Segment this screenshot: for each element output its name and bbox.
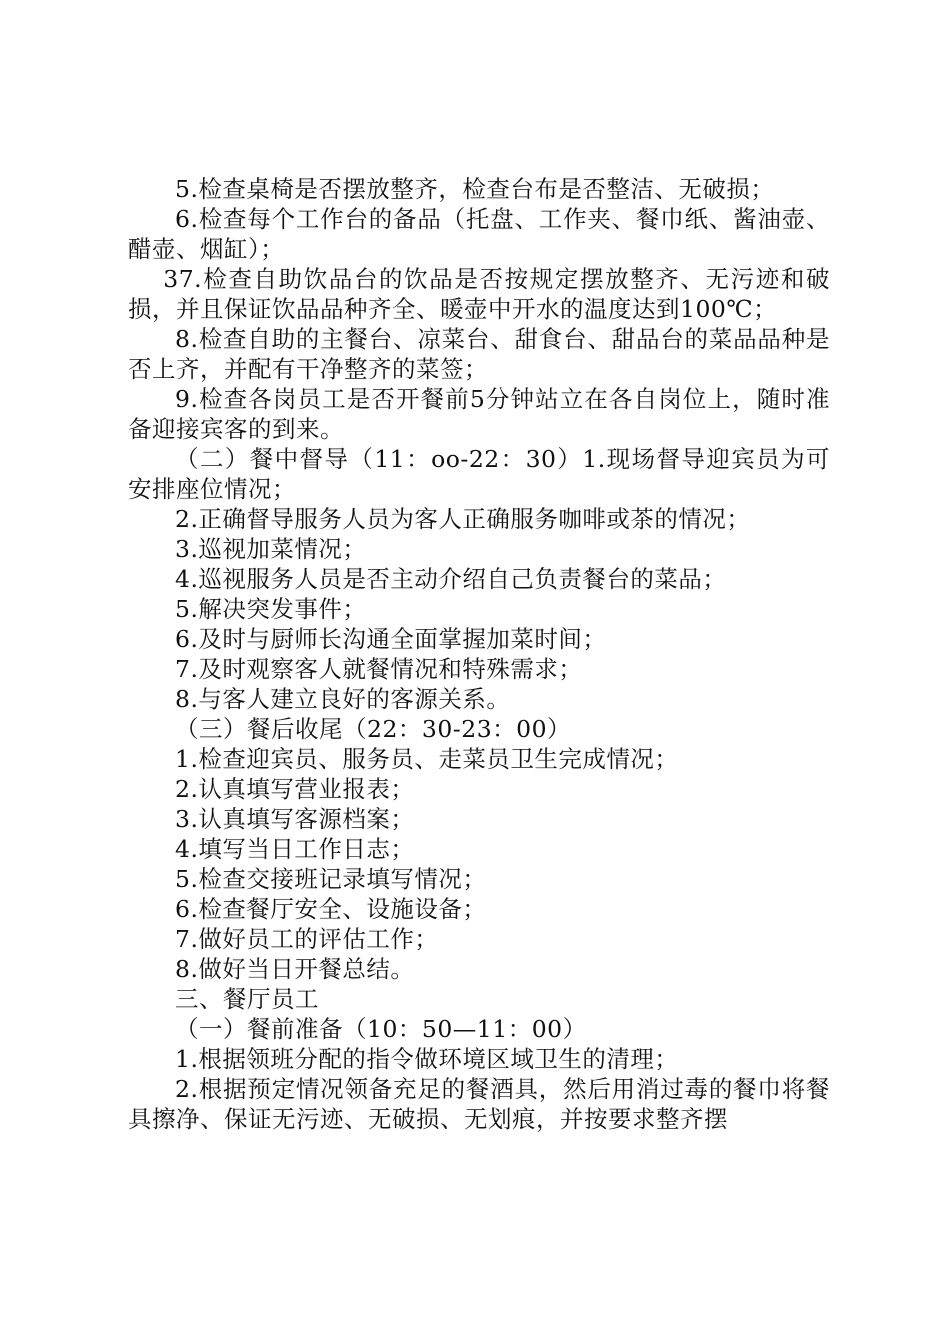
paragraph-item: 1.根据领班分配的指令做环境区域卫生的清理； — [175, 1045, 679, 1073]
paragraph-item: 2.正确督导服务人员为客人正确服务咖啡或茶的情况； — [175, 505, 751, 533]
paragraph-item: 3.认真填写客源档案； — [175, 805, 415, 833]
paragraph-item-9: 9.检查各岗员工是否开餐前5分钟站立在各自岗位上，随时准备迎接宾客的到来。 — [128, 385, 830, 443]
paragraph-item-5: 5.检查桌椅是否摆放整齐，检查台布是否整洁、无破损； — [175, 175, 775, 203]
document-body — [128, 174, 830, 1134]
paragraph-item-6: 6.检查每个工作台的备品（托盘、工作夹、餐巾纸、酱油壶、醋壶、烟缸）； — [128, 205, 830, 263]
paragraph-item: 2.根据预定情况领备充足的餐酒具，然后用消过毒的餐巾将餐具擦净、保证无污迹、无破损、无划痕，并按要求整齐摆 — [128, 1075, 830, 1133]
paragraph-item: 6.检查餐厅安全、设施设备； — [175, 895, 487, 923]
paragraph-item: 7.及时观察客人就餐情况和特殊需求； — [175, 655, 583, 683]
paragraph-item: 7.做好员工的评估工作； — [175, 925, 439, 953]
section-heading-dining-supervision: （二）餐中督导（11：oo-22：30）1.现场督导迎宾员为可安排座位情况； — [128, 445, 830, 503]
section-heading-closing: （三）餐后收尾（22：30-23：00） — [175, 715, 572, 743]
paragraph-item: 1.检查迎宾员、服务员、走菜员卫生完成情况； — [175, 745, 679, 773]
section-heading-staff: 三、餐厅员工 — [175, 985, 319, 1013]
section-heading-preparation: （一）餐前准备（10：50—11：00） — [175, 1015, 587, 1043]
paragraph-item: 4.巡视服务人员是否主动介绍自己负责餐台的菜品； — [175, 565, 727, 593]
paragraph-item: 5.检查交接班记录填写情况； — [175, 865, 487, 893]
paragraph-item: 2.认真填写营业报表； — [175, 775, 415, 803]
paragraph-item: 4.填写当日工作日志； — [175, 835, 415, 863]
paragraph-item: 8.与客人建立良好的客源关系。 — [175, 685, 511, 713]
paragraph-item-37: 37.检查自助饮品台的饮品是否按规定摆放整齐、无污迹和破损，并且保证饮品品种齐全、暖壶中开水的温度达到100℃； — [128, 265, 830, 323]
paragraph-item: 3.巡视加菜情况； — [175, 535, 367, 563]
paragraph-item: 5.解决突发事件； — [175, 595, 367, 623]
paragraph-item: 6.及时与厨师长沟通全面掌握加菜时间； — [175, 625, 607, 653]
paragraph-item-8: 8.检查自助的主餐台、凉菜台、甜食台、甜品台的菜品品种是否上齐，并配有干净整齐的菜签； — [128, 325, 830, 383]
paragraph-item: 8.做好当日开餐总结。 — [175, 955, 415, 983]
